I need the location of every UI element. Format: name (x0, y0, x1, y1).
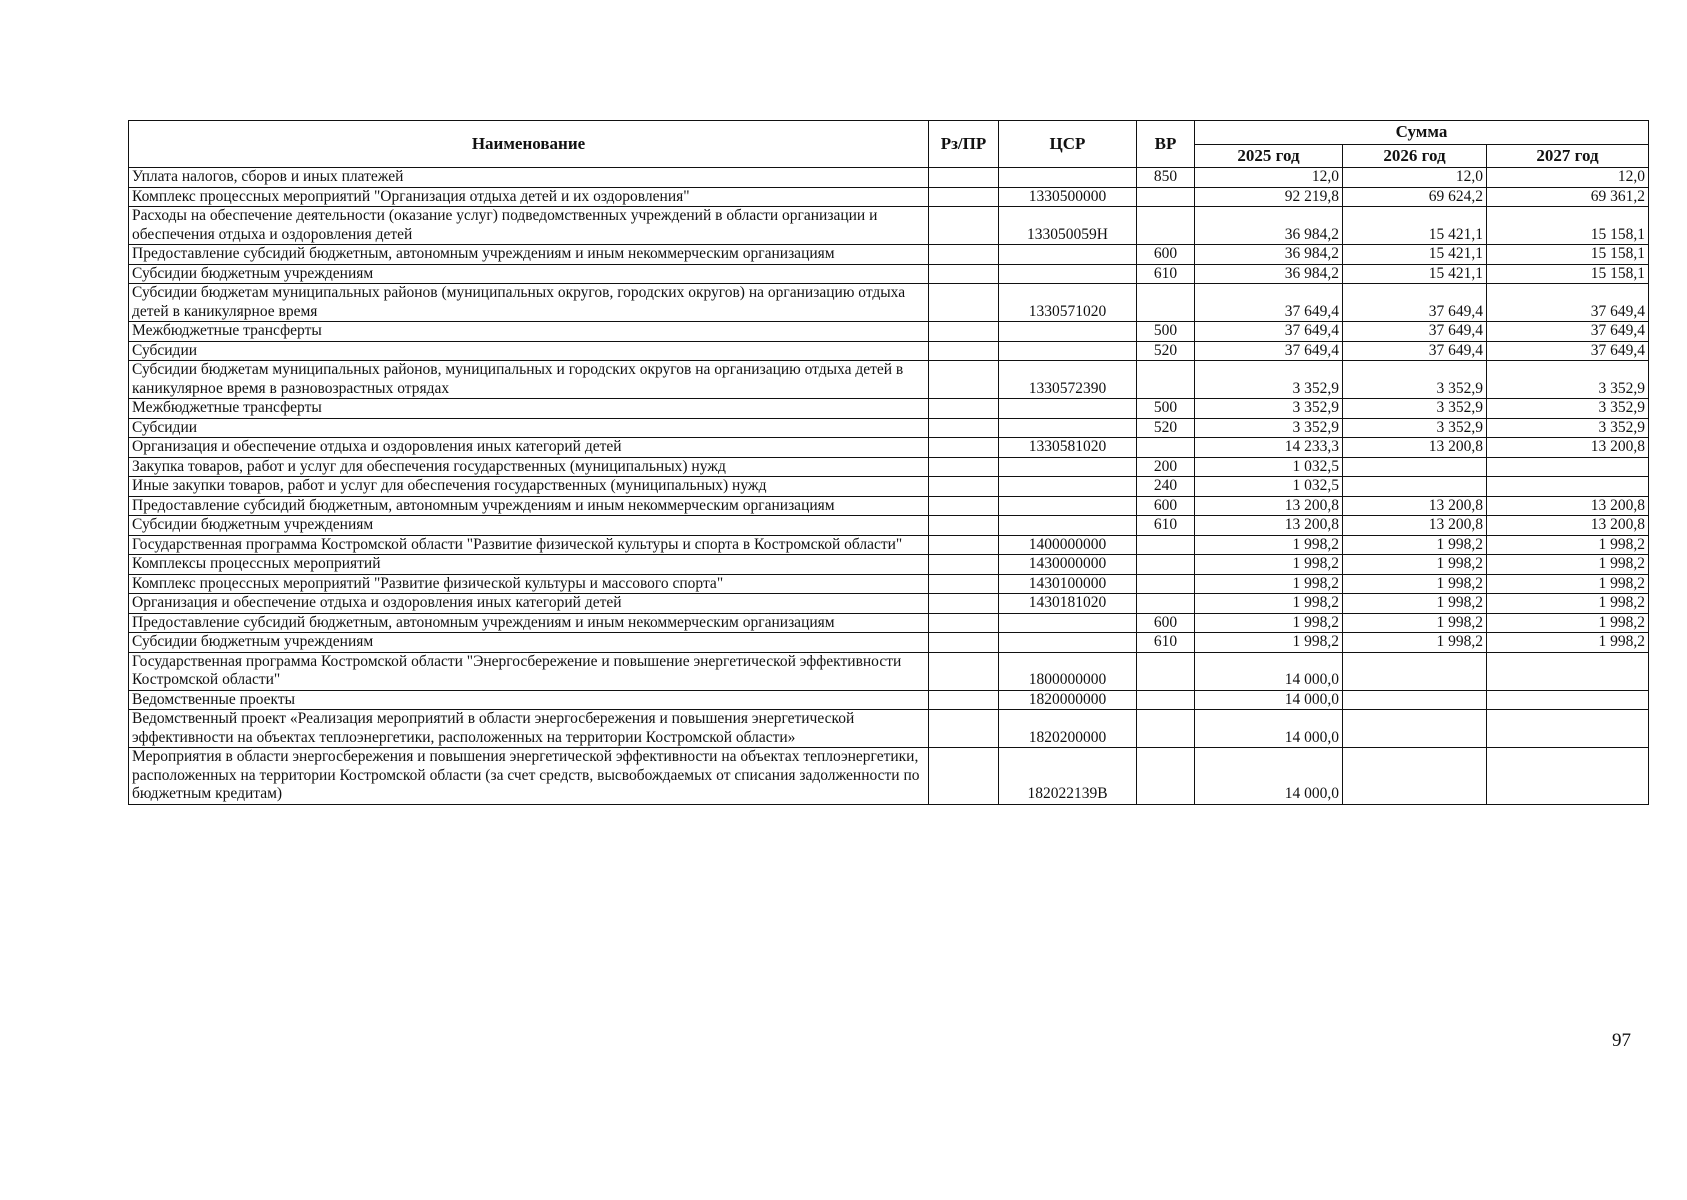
cell-2027: 3 352,9 (1487, 399, 1649, 419)
header-vr: ВР (1137, 121, 1195, 168)
cell-rz-pr (929, 652, 999, 690)
cell-2027: 12,0 (1487, 168, 1649, 188)
cell-2025: 13 200,8 (1195, 496, 1343, 516)
cell-2026: 1 998,2 (1343, 613, 1487, 633)
cell-rz-pr (929, 207, 999, 245)
cell-rz-pr (929, 477, 999, 497)
header-rz-pr: Рз/ПР (929, 121, 999, 168)
cell-2025: 37 649,4 (1195, 322, 1343, 342)
cell-vr (1137, 574, 1195, 594)
table-row (129, 748, 1649, 805)
table-body (129, 168, 1649, 805)
cell-2025: 3 352,9 (1195, 399, 1343, 419)
cell-2027: 1 998,2 (1487, 555, 1649, 575)
cell-csr (999, 477, 1137, 497)
cell-2026: 1 998,2 (1343, 535, 1487, 555)
cell-name: Иные закупки товаров, работ и услуг для обеспечения государственных (муниципальных) нужд (129, 477, 929, 497)
cell-rz-pr (929, 322, 999, 342)
cell-rz-pr (929, 341, 999, 361)
cell-rz-pr (929, 245, 999, 265)
cell-name: Комплексы процессных мероприятий (129, 555, 929, 575)
header-sum: Сумма (1195, 121, 1649, 145)
cell-rz-pr (929, 574, 999, 594)
table-row (129, 322, 1649, 342)
cell-name: Субсидии (129, 418, 929, 438)
table-row (129, 516, 1649, 536)
cell-2025: 14 000,0 (1195, 748, 1343, 805)
cell-vr: 240 (1137, 477, 1195, 497)
cell-2026 (1343, 748, 1487, 805)
cell-name: Предоставление субсидий бюджетным, автономным учреждениям и иным некоммерческим организациям (129, 496, 929, 516)
cell-2027: 15 158,1 (1487, 245, 1649, 265)
cell-name: Закупка товаров, работ и услуг для обеспечения государственных (муниципальных) нужд (129, 457, 929, 477)
cell-csr (999, 341, 1137, 361)
cell-csr: 1330581020 (999, 438, 1137, 458)
cell-2025: 14 000,0 (1195, 710, 1343, 748)
cell-rz-pr (929, 187, 999, 207)
cell-2027 (1487, 690, 1649, 710)
cell-vr: 600 (1137, 245, 1195, 265)
cell-vr (1137, 710, 1195, 748)
cell-rz-pr (929, 264, 999, 284)
cell-csr (999, 613, 1137, 633)
cell-2027: 1 998,2 (1487, 613, 1649, 633)
cell-2026: 3 352,9 (1343, 418, 1487, 438)
cell-2025: 3 352,9 (1195, 418, 1343, 438)
cell-name: Субсидии бюджетным учреждениям (129, 516, 929, 536)
cell-2025: 37 649,4 (1195, 284, 1343, 322)
cell-2025: 1 998,2 (1195, 594, 1343, 614)
cell-2026: 3 352,9 (1343, 361, 1487, 399)
cell-vr (1137, 284, 1195, 322)
cell-csr (999, 245, 1137, 265)
cell-name: Уплата налогов, сборов и иных платежей (129, 168, 929, 188)
header-year-2026: 2026 год (1343, 144, 1487, 168)
cell-rz-pr (929, 168, 999, 188)
cell-csr (999, 322, 1137, 342)
table-row (129, 341, 1649, 361)
cell-name: Субсидии бюджетным учреждениям (129, 264, 929, 284)
cell-2025: 1 998,2 (1195, 555, 1343, 575)
cell-csr: 1430000000 (999, 555, 1137, 575)
cell-name: Ведомственные проекты (129, 690, 929, 710)
cell-vr: 610 (1137, 633, 1195, 653)
cell-2026: 12,0 (1343, 168, 1487, 188)
cell-2027: 3 352,9 (1487, 418, 1649, 438)
cell-csr: 1820200000 (999, 710, 1137, 748)
cell-2026: 1 998,2 (1343, 574, 1487, 594)
page-number: 97 (1612, 1030, 1631, 1051)
cell-2027 (1487, 477, 1649, 497)
table-row (129, 535, 1649, 555)
cell-2025: 1 998,2 (1195, 574, 1343, 594)
cell-2025: 3 352,9 (1195, 361, 1343, 399)
table-row (129, 457, 1649, 477)
cell-2025: 14 233,3 (1195, 438, 1343, 458)
cell-csr (999, 516, 1137, 536)
cell-csr (999, 264, 1137, 284)
cell-vr: 500 (1137, 322, 1195, 342)
cell-vr: 200 (1137, 457, 1195, 477)
cell-2027: 1 998,2 (1487, 535, 1649, 555)
cell-2025: 1 998,2 (1195, 535, 1343, 555)
cell-2026: 1 998,2 (1343, 594, 1487, 614)
cell-rz-pr (929, 690, 999, 710)
cell-name: Субсидии бюджетам муниципальных районов (муниципальных округов, городских округов) на организацию отдыха детей в каникулярное время (129, 284, 929, 322)
cell-rz-pr (929, 418, 999, 438)
cell-2025: 36 984,2 (1195, 245, 1343, 265)
cell-csr: 1430100000 (999, 574, 1137, 594)
table-row (129, 496, 1649, 516)
cell-2026: 69 624,2 (1343, 187, 1487, 207)
cell-name: Государственная программа Костромской области "Энергосбережение и повышение энергетической эффективности Костромской области" (129, 652, 929, 690)
cell-2025: 1 998,2 (1195, 633, 1343, 653)
cell-2027: 1 998,2 (1487, 594, 1649, 614)
cell-name: Межбюджетные трансферты (129, 399, 929, 419)
table-row (129, 418, 1649, 438)
cell-2025: 1 998,2 (1195, 613, 1343, 633)
cell-vr (1137, 690, 1195, 710)
cell-rz-pr (929, 284, 999, 322)
cell-2027: 15 158,1 (1487, 207, 1649, 245)
cell-csr: 133050059Н (999, 207, 1137, 245)
cell-vr (1137, 555, 1195, 575)
cell-2026 (1343, 457, 1487, 477)
cell-2027: 1 998,2 (1487, 574, 1649, 594)
cell-csr (999, 457, 1137, 477)
cell-2026 (1343, 710, 1487, 748)
cell-name: Организация и обеспечение отдыха и оздоровления иных категорий детей (129, 594, 929, 614)
cell-vr (1137, 748, 1195, 805)
table-row (129, 555, 1649, 575)
cell-2026 (1343, 477, 1487, 497)
cell-vr: 850 (1137, 168, 1195, 188)
cell-rz-pr (929, 457, 999, 477)
cell-2027: 69 361,2 (1487, 187, 1649, 207)
table-row (129, 477, 1649, 497)
cell-rz-pr (929, 399, 999, 419)
cell-name: Предоставление субсидий бюджетным, автономным учреждениям и иным некоммерческим организациям (129, 613, 929, 633)
cell-2027: 15 158,1 (1487, 264, 1649, 284)
cell-name: Государственная программа Костромской области "Развитие физической культуры и спорта в Костромской области" (129, 535, 929, 555)
cell-vr (1137, 361, 1195, 399)
cell-2025: 92 219,8 (1195, 187, 1343, 207)
cell-vr: 520 (1137, 341, 1195, 361)
table-row (129, 399, 1649, 419)
cell-rz-pr (929, 361, 999, 399)
cell-csr: 1400000000 (999, 535, 1137, 555)
cell-2027: 37 649,4 (1487, 341, 1649, 361)
cell-csr (999, 399, 1137, 419)
cell-vr (1137, 187, 1195, 207)
table-row (129, 187, 1649, 207)
cell-2026: 37 649,4 (1343, 322, 1487, 342)
table-row (129, 245, 1649, 265)
cell-2027: 37 649,4 (1487, 322, 1649, 342)
cell-2026: 37 649,4 (1343, 341, 1487, 361)
cell-2026: 15 421,1 (1343, 264, 1487, 284)
cell-name: Межбюджетные трансферты (129, 322, 929, 342)
cell-csr: 1330572390 (999, 361, 1137, 399)
table-row (129, 594, 1649, 614)
cell-2025: 14 000,0 (1195, 690, 1343, 710)
cell-2025: 14 000,0 (1195, 652, 1343, 690)
cell-2026: 15 421,1 (1343, 207, 1487, 245)
cell-2027: 3 352,9 (1487, 361, 1649, 399)
header-csr: ЦСР (999, 121, 1137, 168)
cell-2025: 36 984,2 (1195, 207, 1343, 245)
cell-vr: 520 (1137, 418, 1195, 438)
cell-2027 (1487, 710, 1649, 748)
cell-2027: 37 649,4 (1487, 284, 1649, 322)
cell-rz-pr (929, 496, 999, 516)
cell-rz-pr (929, 633, 999, 653)
cell-vr (1137, 207, 1195, 245)
cell-csr: 1330571020 (999, 284, 1137, 322)
cell-csr (999, 633, 1137, 653)
cell-2027 (1487, 652, 1649, 690)
cell-2027: 13 200,8 (1487, 496, 1649, 516)
cell-2027: 13 200,8 (1487, 516, 1649, 536)
table-row (129, 264, 1649, 284)
cell-rz-pr (929, 438, 999, 458)
cell-csr: 182022139В (999, 748, 1137, 805)
table-row (129, 652, 1649, 690)
cell-rz-pr (929, 594, 999, 614)
table-row (129, 207, 1649, 245)
cell-2025: 36 984,2 (1195, 264, 1343, 284)
cell-2025: 12,0 (1195, 168, 1343, 188)
cell-rz-pr (929, 535, 999, 555)
cell-2027 (1487, 748, 1649, 805)
cell-rz-pr (929, 555, 999, 575)
cell-rz-pr (929, 710, 999, 748)
cell-name: Ведомственный проект «Реализация мероприятий в области энергосбережения и повышения энергетической эффективности на объектах теплоэнергетики, расположенных на территории Костромской области» (129, 710, 929, 748)
cell-2026: 1 998,2 (1343, 555, 1487, 575)
cell-csr: 1330500000 (999, 187, 1137, 207)
table-row (129, 574, 1649, 594)
cell-2026: 37 649,4 (1343, 284, 1487, 322)
table-header (129, 121, 1649, 168)
cell-name: Субсидии бюджетам муниципальных районов, муниципальных и городских округов на организацию отдыха детей в каникулярное время в разновозрастных отрядах (129, 361, 929, 399)
cell-2026 (1343, 690, 1487, 710)
header-row-top (129, 121, 1649, 145)
table-row (129, 168, 1649, 188)
cell-name: Расходы на обеспечение деятельности (оказание услуг) подведомственных учреждений в области организации и обеспечения отдыха и оздоровления детей (129, 207, 929, 245)
cell-2025: 1 032,5 (1195, 477, 1343, 497)
table-row (129, 710, 1649, 748)
cell-rz-pr (929, 516, 999, 536)
cell-2025: 37 649,4 (1195, 341, 1343, 361)
cell-name: Субсидии (129, 341, 929, 361)
cell-2026 (1343, 652, 1487, 690)
cell-name: Субсидии бюджетным учреждениям (129, 633, 929, 653)
cell-2026: 1 998,2 (1343, 633, 1487, 653)
cell-vr: 600 (1137, 613, 1195, 633)
cell-vr (1137, 535, 1195, 555)
cell-vr: 600 (1137, 496, 1195, 516)
cell-2026: 13 200,8 (1343, 438, 1487, 458)
table-row (129, 613, 1649, 633)
cell-2026: 15 421,1 (1343, 245, 1487, 265)
cell-2026: 3 352,9 (1343, 399, 1487, 419)
cell-name: Комплекс процессных мероприятий "Организация отдыха детей и их оздоровления" (129, 187, 929, 207)
cell-csr (999, 168, 1137, 188)
cell-vr (1137, 594, 1195, 614)
cell-name: Комплекс процессных мероприятий "Развитие физической культуры и массового спорта" (129, 574, 929, 594)
table-row (129, 633, 1649, 653)
cell-2027: 13 200,8 (1487, 438, 1649, 458)
cell-vr: 610 (1137, 516, 1195, 536)
cell-2025: 13 200,8 (1195, 516, 1343, 536)
cell-vr (1137, 438, 1195, 458)
cell-vr: 610 (1137, 264, 1195, 284)
cell-name: Предоставление субсидий бюджетным, автономным учреждениям и иным некоммерческим организациям (129, 245, 929, 265)
table-row (129, 438, 1649, 458)
cell-2026: 13 200,8 (1343, 516, 1487, 536)
cell-2025: 1 032,5 (1195, 457, 1343, 477)
cell-name: Мероприятия в области энергосбережения и повышения энергетической эффективности на объектах теплоэнергетики, расположенных на территории Костромской области (за счет средств, высвобождаемых от списания задолженности по бюджетным кредитам) (129, 748, 929, 805)
table-row (129, 361, 1649, 399)
cell-rz-pr (929, 748, 999, 805)
cell-csr: 1430181020 (999, 594, 1137, 614)
cell-vr: 500 (1137, 399, 1195, 419)
header-year-2025: 2025 год (1195, 144, 1343, 168)
cell-name: Организация и обеспечение отдыха и оздоровления иных категорий детей (129, 438, 929, 458)
cell-2026: 13 200,8 (1343, 496, 1487, 516)
table-row (129, 690, 1649, 710)
header-year-2027: 2027 год (1487, 144, 1649, 168)
budget-table (128, 120, 1649, 805)
cell-rz-pr (929, 613, 999, 633)
cell-2027: 1 998,2 (1487, 633, 1649, 653)
cell-csr: 1800000000 (999, 652, 1137, 690)
header-name: Наименование (129, 121, 929, 168)
cell-csr (999, 418, 1137, 438)
cell-2027 (1487, 457, 1649, 477)
cell-vr (1137, 652, 1195, 690)
table-row (129, 284, 1649, 322)
cell-csr: 1820000000 (999, 690, 1137, 710)
cell-csr (999, 496, 1137, 516)
